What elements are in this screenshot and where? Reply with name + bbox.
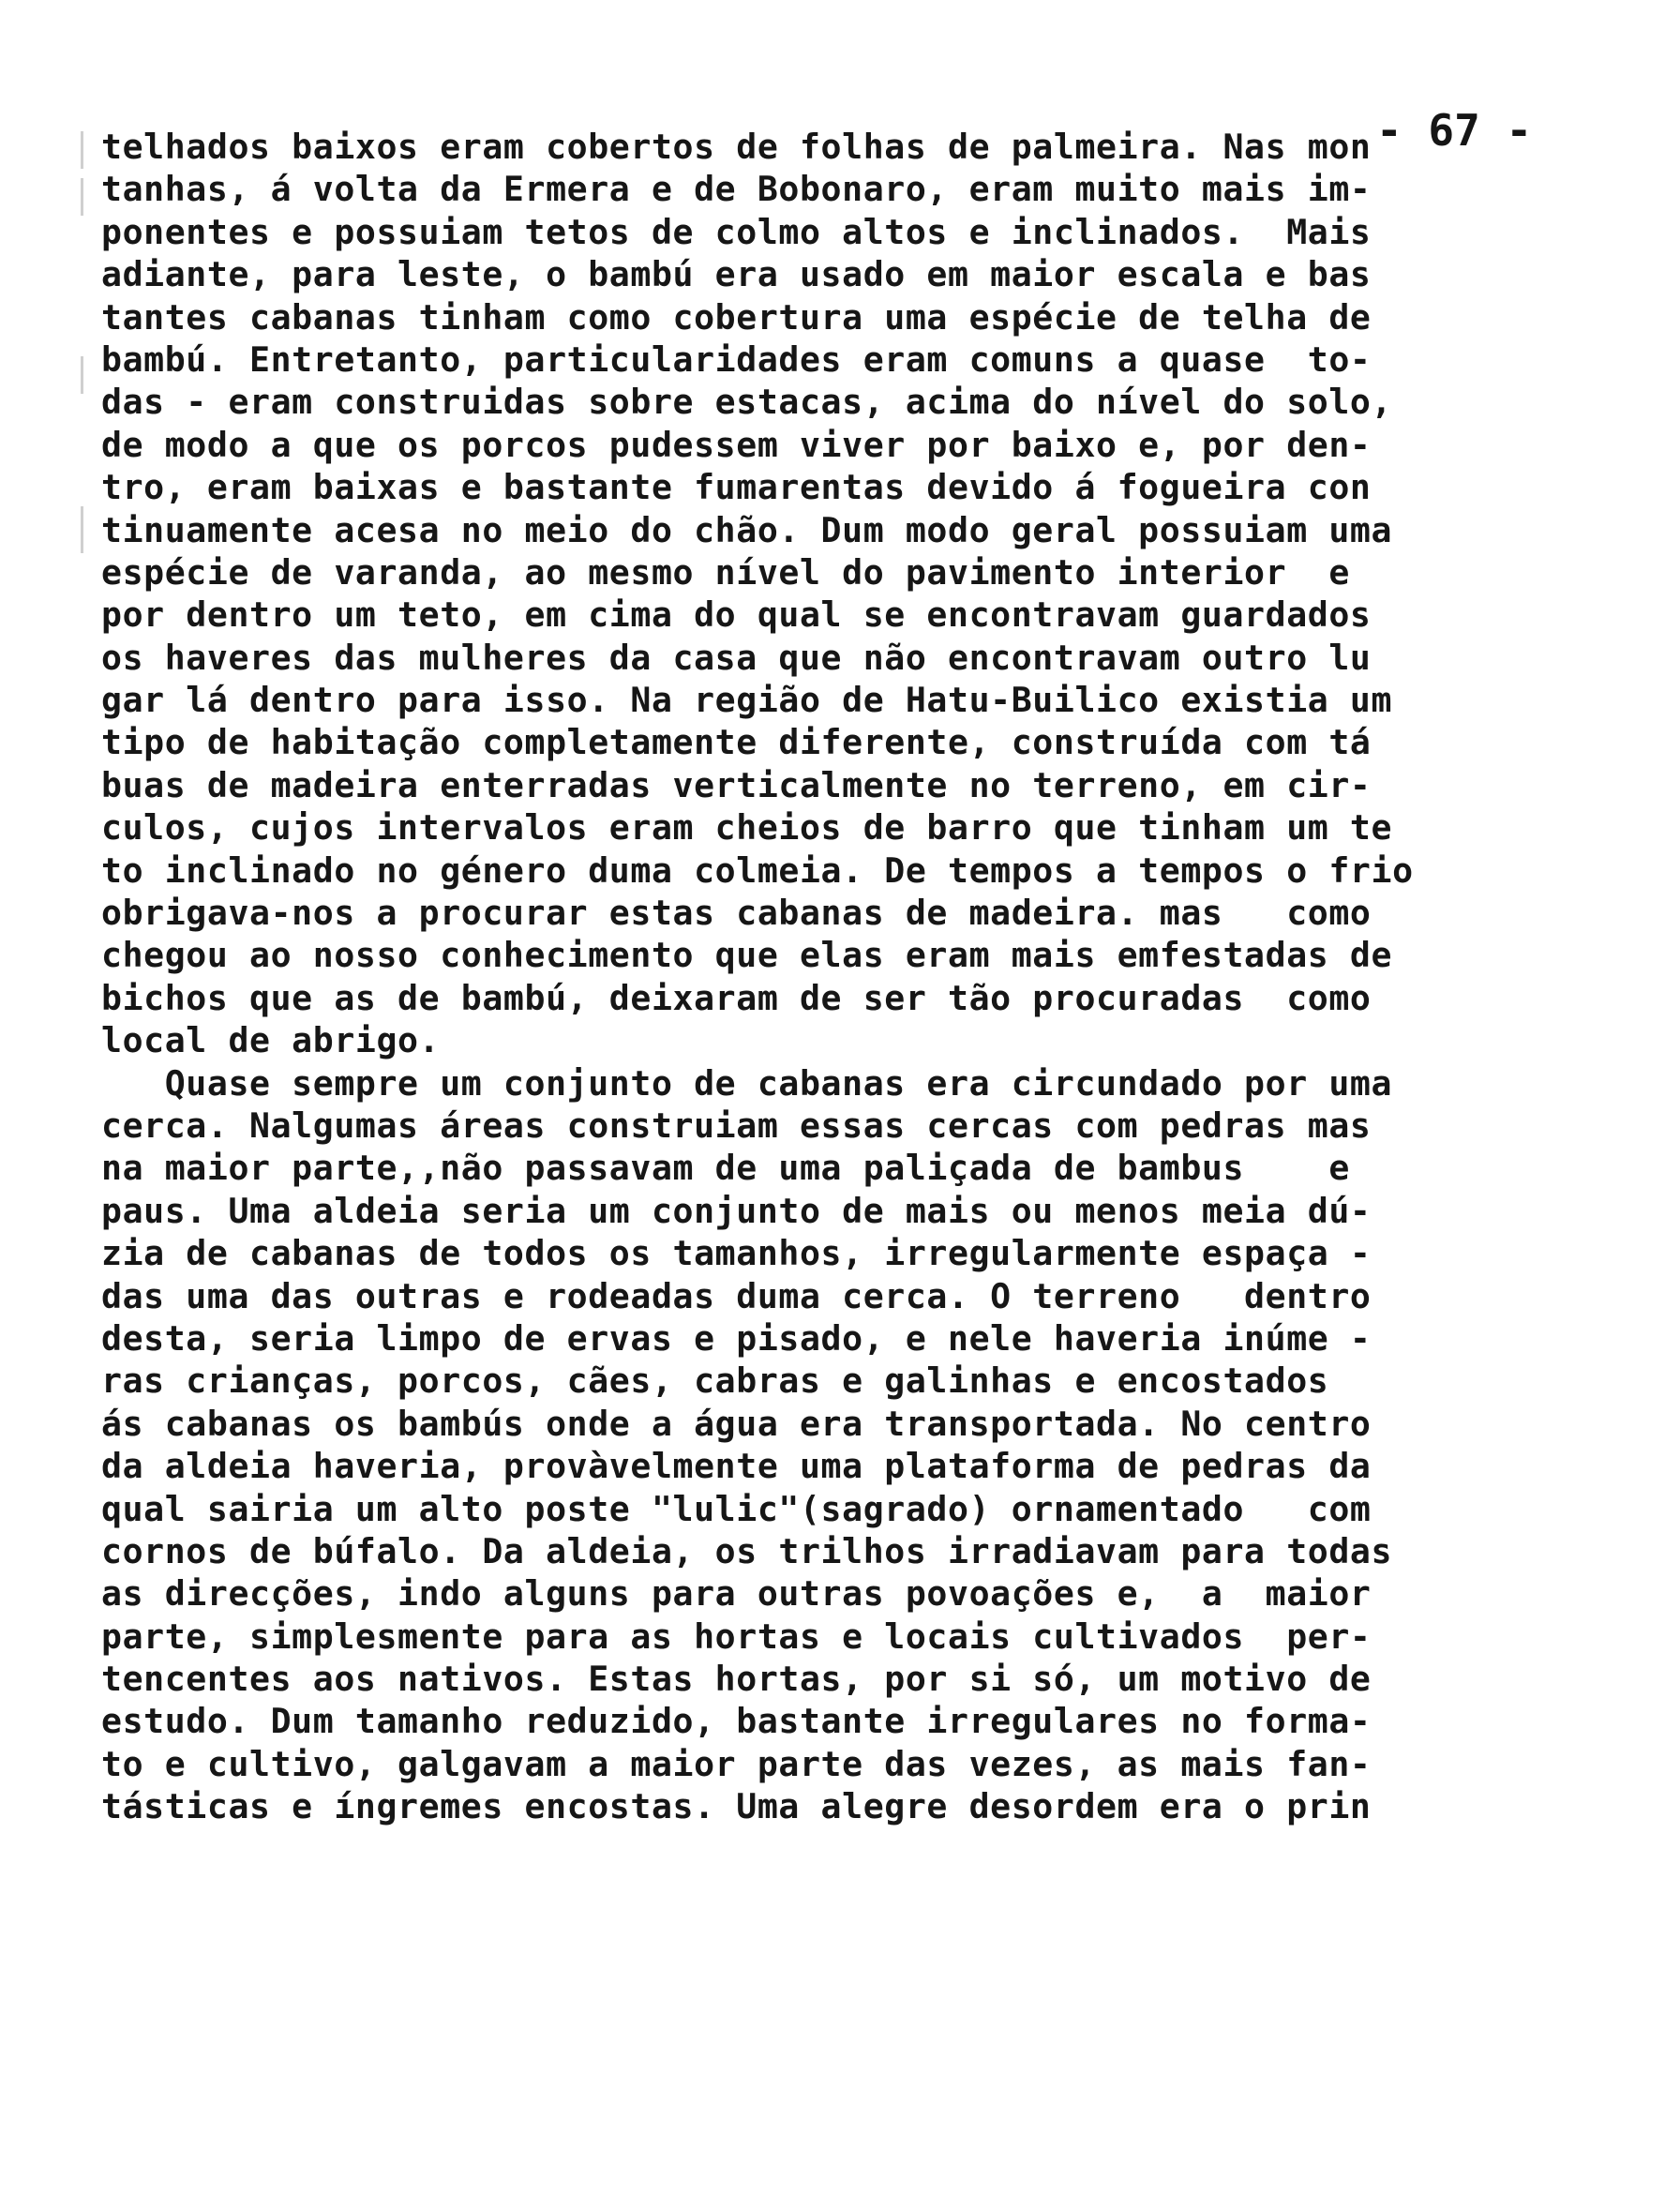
text-line: tencentes aos nativos. Estas hortas, por si só, um motivo de [101, 1659, 1372, 1700]
text-line: da aldeia haveria, provàvelmente uma plataforma de pedras da [101, 1446, 1372, 1487]
page-number: - 67 - [1376, 105, 1533, 156]
text-line: cerca. Nalgumas áreas construiam essas cercas com pedras mas [101, 1105, 1372, 1146]
text-line: zia de cabanas de todos os tamanhos, irregularmente espaça - [101, 1233, 1372, 1274]
text-line: desta, seria limpo de ervas e pisado, e nele haveria inúme - [101, 1317, 1372, 1359]
text-line: Quase sempre um conjunto de cabanas era circundado por uma [101, 1062, 1393, 1104]
text-line: ás cabanas os bambús onde a água era transportada. No centro [101, 1403, 1372, 1444]
text-line: ponentes e possuiam tetos de colmo altos e inclinados. Mais [101, 211, 1372, 252]
text-line: ras crianças, porcos, cães, cabras e galinhas e encostados [101, 1360, 1329, 1402]
text-line: tipo de habitação completamente diferente, construída com tá [101, 722, 1372, 763]
text-line: tásticas e íngremes encostas. Uma alegre desordem era o prin [101, 1786, 1372, 1827]
text-line: espécie de varanda, ao mesmo nível do pavimento interior e [101, 551, 1350, 593]
text-line: parte, simplesmente para as hortas e locais cultivados per- [101, 1615, 1372, 1657]
text-line: gar lá dentro para isso. Na região de Hatu-Builico existia um [101, 680, 1393, 721]
text-line: tantes cabanas tinham como cobertura uma espécie de telha de [101, 296, 1372, 338]
margin-mark [81, 131, 83, 169]
text-line: bambú. Entretanto, particularidades eram comuns a quase to- [101, 338, 1372, 380]
text-line: das - eram construidas sobre estacas, acima do nível do solo, [101, 382, 1393, 423]
margin-mark [81, 356, 83, 394]
text-line: adiante, para leste, o bambú era usado em maior escala e bas [101, 254, 1372, 295]
text-line: estudo. Dum tamanho reduzido, bastante irregulares no forma- [101, 1701, 1372, 1742]
body-text [101, 126, 1611, 1828]
text-line: paus. Uma aldeia seria um conjunto de mais ou menos meia dú- [101, 1190, 1372, 1231]
text-line: os haveres das mulheres da casa que não encontravam outro lu [101, 637, 1372, 678]
text-line: na maior parte,,não passavam de uma paliçada de bambus e [101, 1148, 1350, 1189]
text-line: obrigava-nos a procurar estas cabanas de madeira. mas como [101, 893, 1372, 934]
text-line: das uma das outras e rodeadas duma cerca. O terreno dentro [101, 1275, 1372, 1316]
text-line: culos, cujos intervalos eram cheios de barro que tinham um te [101, 807, 1393, 849]
text-line: tro, eram baixas e bastante fumarentas devido á fogueira con [101, 467, 1372, 508]
text-line: cornos de búfalo. Da aldeia, os trilhos irradiavam para todas [101, 1530, 1393, 1571]
text-line: buas de madeira enterradas verticalmente no terreno, em cir- [101, 764, 1372, 805]
margin-mark [81, 178, 83, 216]
text-line: to e cultivo, galgavam a maior parte das vezes, as mais fan- [101, 1743, 1372, 1784]
text-line: local de abrigo. [101, 1020, 441, 1061]
text-line: as direcções, indo alguns para outras povoações e, a maior [101, 1573, 1372, 1615]
text-line: qual sairia um alto poste "lulic"(sagrado) ornamentado com [101, 1488, 1372, 1529]
text-line: tanhas, á volta da Ermera e de Bobonaro, eram muito mais im- [101, 169, 1372, 210]
text-line: tinuamente acesa no meio do chão. Dum modo geral possuiam uma [101, 509, 1393, 550]
margin-mark [81, 506, 83, 553]
text-line: to inclinado no género duma colmeia. De tempos a tempos o frio [101, 849, 1414, 891]
text-line: por dentro um teto, em cima do qual se encontravam guardados [101, 594, 1372, 636]
text-line: telhados baixos eram cobertos de folhas de palmeira. Nas mon [101, 127, 1372, 167]
text-line: chegou ao nosso conhecimento que elas eram mais emfestadas de [101, 935, 1393, 976]
text-line: bichos que as de bambú, deixaram de ser tão procuradas como [101, 977, 1372, 1018]
text-line: de modo a que os porcos pudessem viver por baixo e, por den- [101, 424, 1372, 465]
